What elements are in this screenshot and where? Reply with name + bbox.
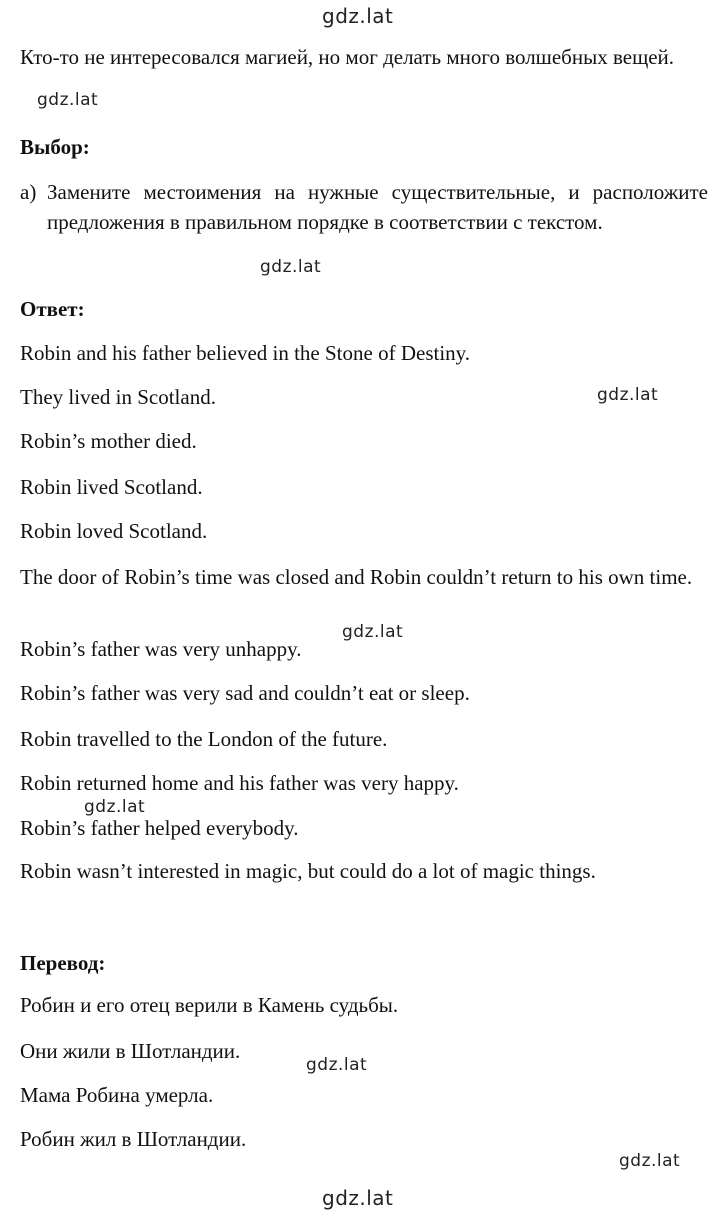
answer-line: Robin’s father was very unhappy.: [20, 637, 302, 661]
translation-line: Робин и его отец верили в Камень судьбы.: [20, 993, 399, 1017]
watermark-bottom: gdz.lat: [322, 1186, 394, 1210]
watermark: gdz.lat: [84, 797, 146, 817]
answer-line: Robin wasn’t interested in magic, but could do a lot of magic things.: [20, 859, 596, 883]
watermark: gdz.lat: [619, 1151, 681, 1171]
answer-line: They lived in Scotland.: [20, 385, 216, 409]
translation-line: Они жили в Шотландии.: [20, 1039, 241, 1063]
answer-line: Robin loved Scotland.: [20, 519, 208, 543]
watermark: gdz.lat: [37, 90, 99, 110]
task-text: Замените местоимения на нужные существительные, и расположите предложения в правильном порядке в соответствии с текстом.: [47, 180, 708, 234]
choice-task: [20, 177, 708, 237]
list-marker: a): [20, 180, 37, 204]
answer-line: Robin’s father helped everybody.: [20, 816, 299, 840]
answer-line: Robin returned home and his father was very happy.: [20, 771, 459, 795]
answer-line: Robin’s father was very sad and couldn’t eat or sleep.: [20, 681, 470, 705]
watermark: gdz.lat: [306, 1055, 368, 1075]
translation-line: Мама Робина умерла.: [20, 1083, 214, 1107]
answer-line: The door of Robin’s time was closed and Robin couldn’t return to his own time.: [20, 565, 693, 589]
watermark: gdz.lat: [597, 385, 659, 405]
choice-heading: Выбор:: [20, 135, 90, 159]
watermark-top: gdz.lat: [322, 4, 394, 28]
translation-line: Робин жил в Шотландии.: [20, 1127, 247, 1151]
answer-heading: Ответ:: [20, 297, 85, 321]
translation-heading: Перевод:: [20, 951, 106, 975]
answer-line: Robin’s mother died.: [20, 429, 197, 453]
answer-line: Robin lived Scotland.: [20, 475, 203, 499]
watermark: gdz.lat: [260, 257, 322, 277]
answer-line: Robin travelled to the London of the future.: [20, 727, 388, 751]
answer-line: Robin and his father believed in the Stone of Destiny.: [20, 341, 471, 365]
watermark: gdz.lat: [342, 622, 404, 642]
intro-line: Кто-то не интересовался магией, но мог делать много волшебных вещей.: [20, 45, 675, 69]
